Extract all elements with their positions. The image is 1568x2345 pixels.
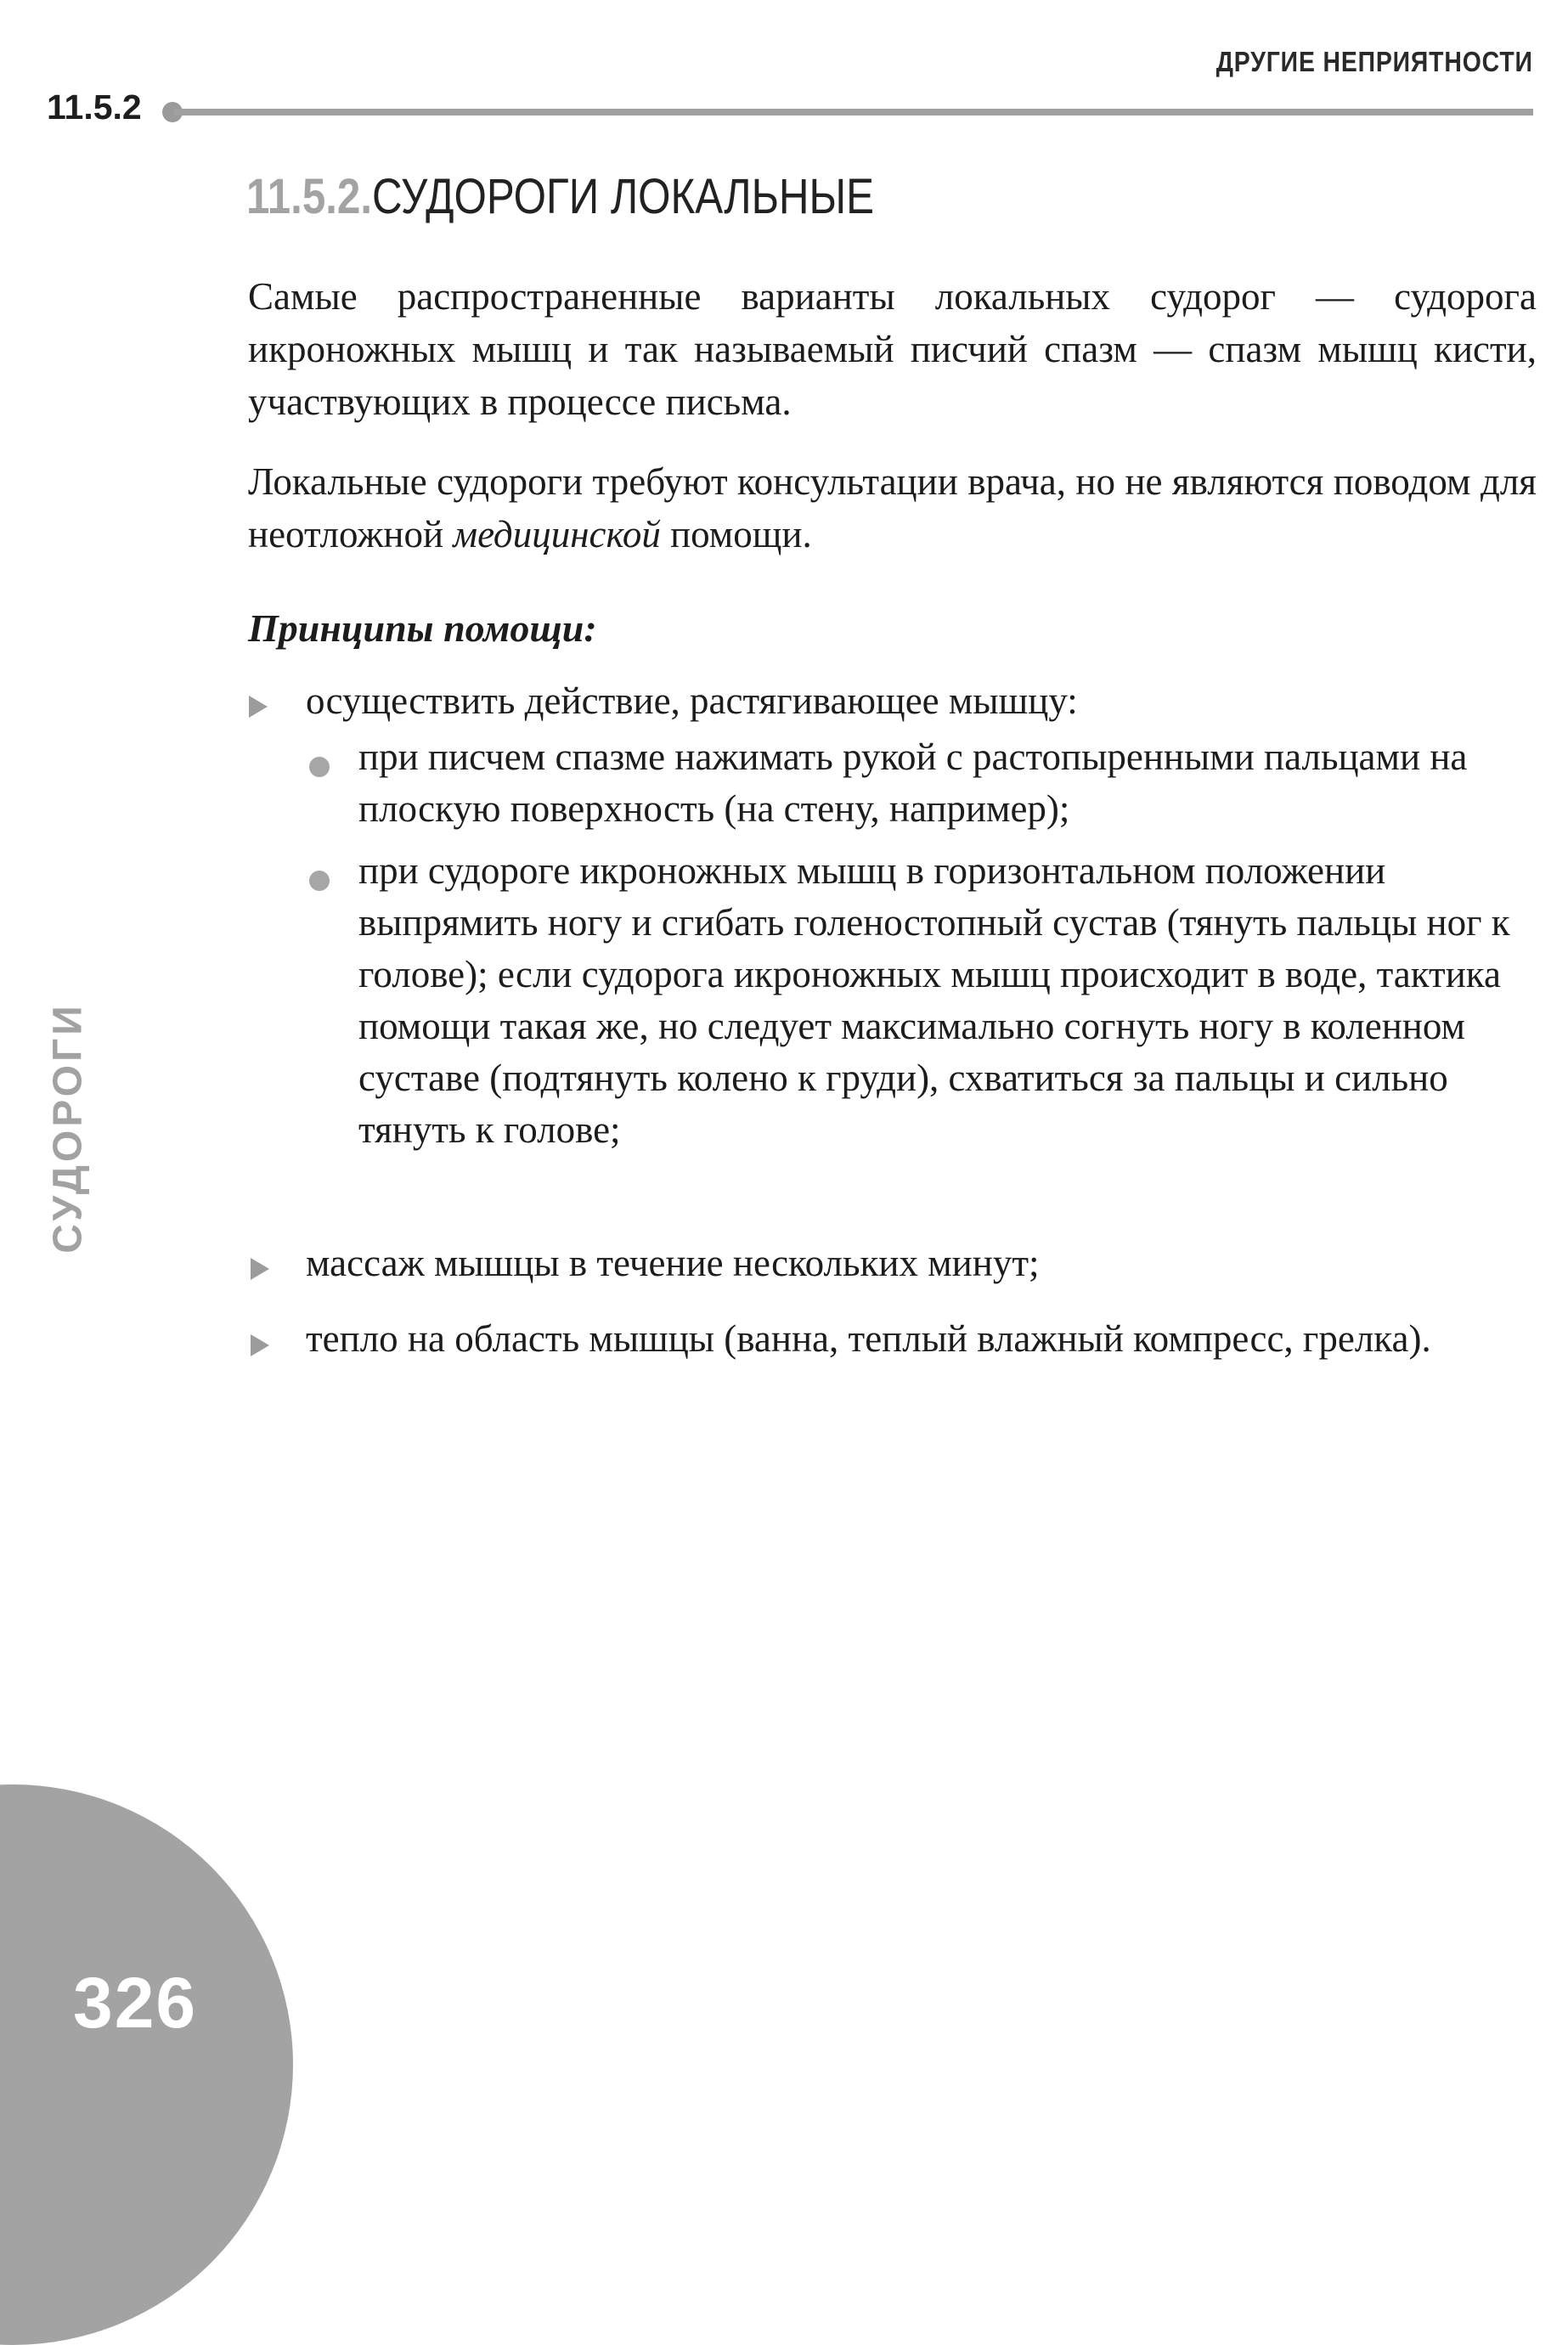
triangle-bullet-icon: [249, 696, 268, 718]
header-rule: [174, 109, 1533, 116]
list-item-stretch: осуществить действие, растягивающее мышцу:: [306, 679, 1078, 722]
sub-item-writers-cramp: при писчем спазме нажимать рукой с растопыренными пальцами на плоскую поверхность (на стену, например);: [358, 736, 1468, 830]
round-bullet-icon: [309, 757, 330, 777]
sub-item-calf-cramp: при судороге икроножных мышц в горизонтальном положении выпрямить ногу и сгибать голеностопный сустав (тянуть пальцы ног к голове); если судорога икроножных мышц происходит в воде, тактика помощи такая же, но следует максимально согнуть ногу в коленном суставе (подтянуть колено к груди), схватиться за пальцы и сильно тянуть к голове;: [358, 849, 1510, 1151]
principles-label: Принципы помощи:: [248, 606, 597, 650]
running-header-title: ДРУГИЕ НЕПРИЯТНОСТИ: [1215, 46, 1533, 77]
paragraph-consultation-italic: медицинской: [453, 513, 661, 555]
page-number-corner: [0, 1784, 293, 2345]
triangle-bullet-icon: [251, 1258, 269, 1280]
paragraph-intro: Самые распространенные варианты локальных судорог — судорога икроножных мышц и так называемый писчий спазм — спазм мышц кисти, участвующих в процессе письма.: [248, 275, 1537, 423]
list-item-heat: тепло на область мышцы (ванна, теплый влажный компресс, грелка).: [306, 1317, 1431, 1360]
triangle-bullet-icon: [251, 1334, 269, 1356]
paragraph-consultation-text: Локальные судороги требуют консультации врача, но не являются поводом для неотложной: [248, 460, 1537, 555]
section-heading: [246, 168, 874, 225]
round-bullet-icon: [309, 871, 330, 891]
paragraph-consultation-end: помощи.: [660, 513, 812, 555]
page-number: 326: [73, 1963, 198, 2043]
section-heading-number: 11.5.2.: [246, 169, 373, 224]
section-heading-title: СУДОРОГИ ЛОКАЛЬНЫЕ: [372, 169, 875, 224]
running-section-number: 11.5.2: [47, 87, 142, 127]
side-chapter-tab: СУДОРОГИ: [45, 1002, 91, 1254]
paragraph-consultation: [248, 455, 1537, 561]
list-item-massage: массаж мышцы в течение нескольких минут;: [306, 1242, 1040, 1284]
